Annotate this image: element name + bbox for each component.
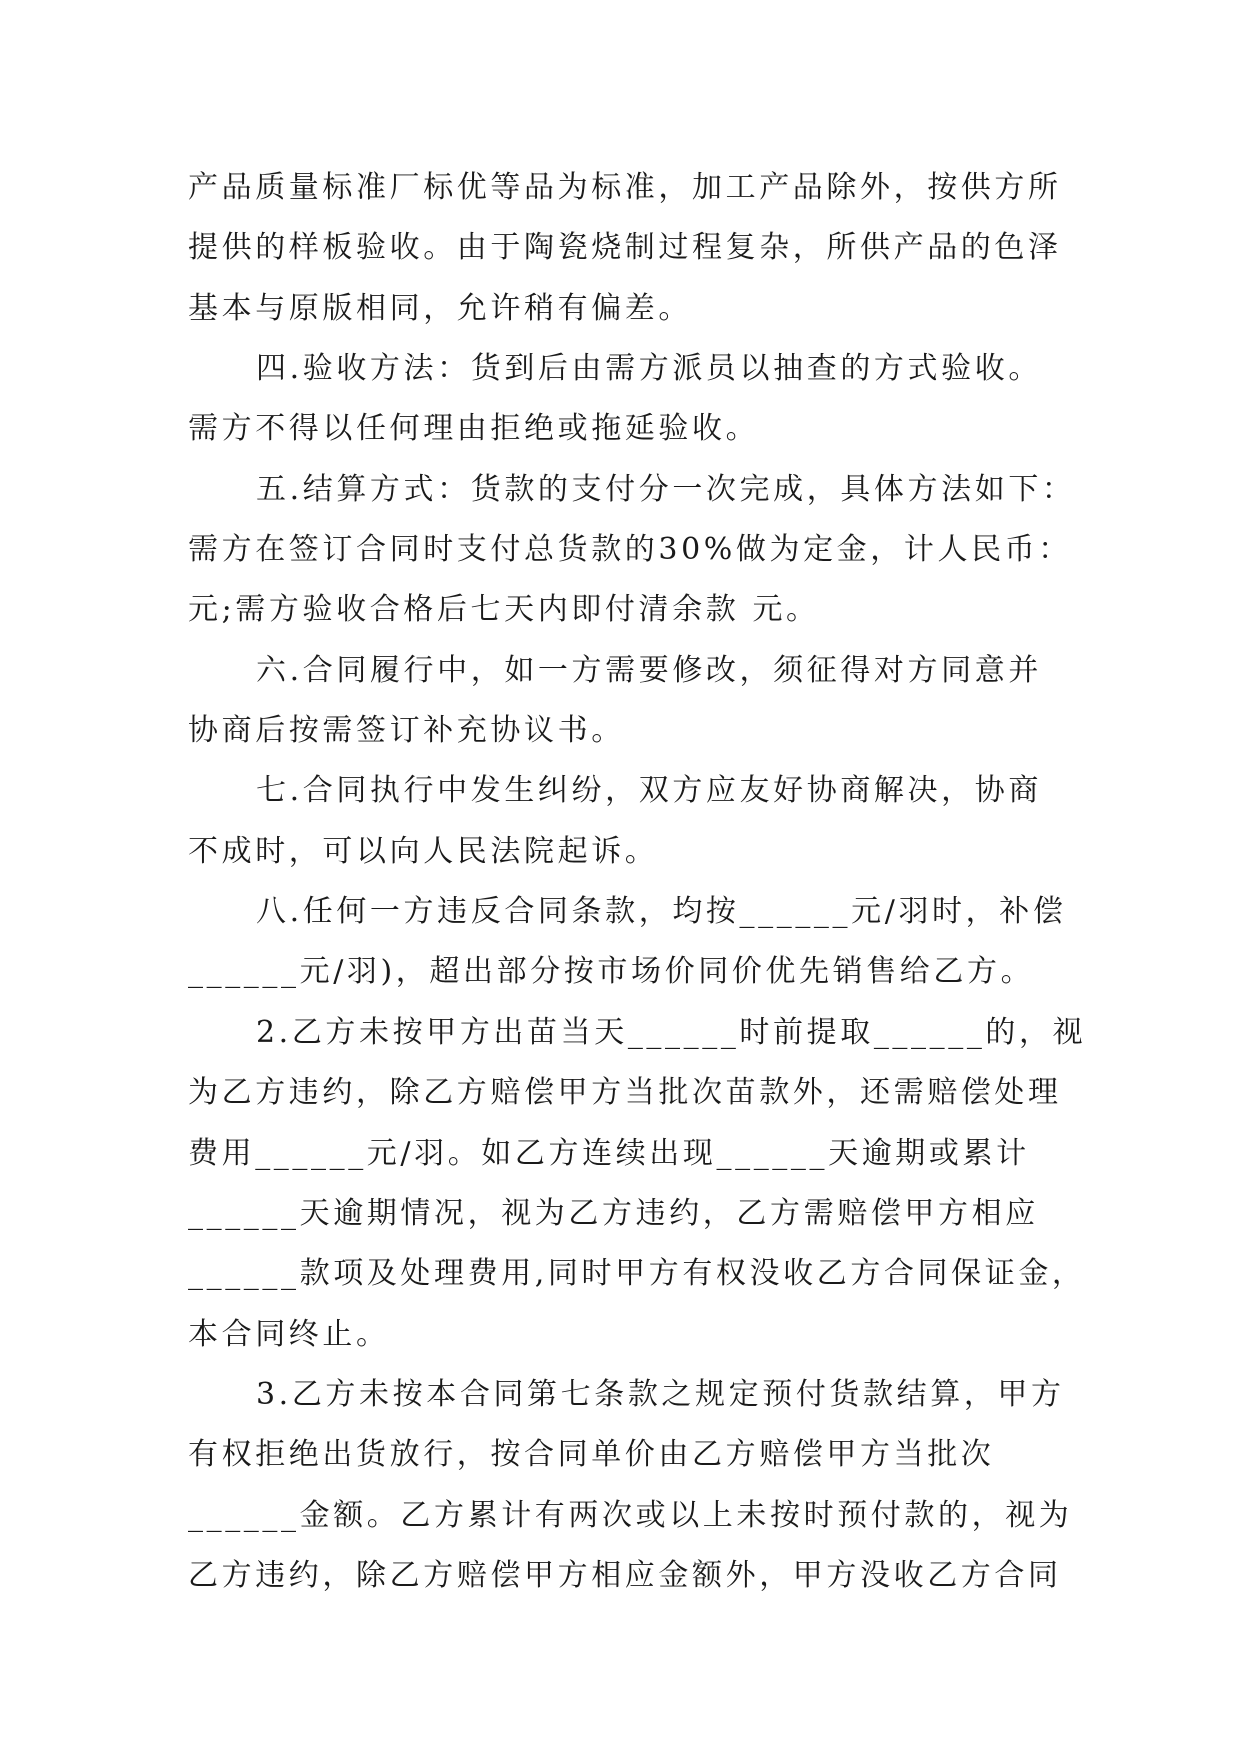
clause-6-line-2: 协商后按需签订补充协议书。 [188, 713, 625, 749]
clause-8-line-1: 八.任何一方违反合同条款，均按______元/羽时，补偿 [256, 894, 1067, 930]
item-2-line-5: ______款项及处理费用,同时甲方有权没收乙方合同保证金， [188, 1256, 1086, 1292]
contract-body [188, 158, 1087, 1606]
item-3-line-4: 乙方违约，除乙方赔偿甲方相应金额外，甲方没收乙方合同 [188, 1557, 1062, 1593]
item-2-line-4: ______天逾期情况，视为乙方违约，乙方需赔偿甲方相应 [188, 1195, 1039, 1231]
item-2-line-2: 为乙方违约，除乙方赔偿甲方当批次苗款外，还需赔偿处理 [188, 1075, 1062, 1111]
clause-5-line-3: 元;需方验收合格后七天内即付清余款 元。 [188, 592, 820, 628]
item-2-line-3: 费用______元/羽。如乙方连续出现______天逾期或累计 [188, 1135, 1030, 1171]
text-line-3: 基本与原版相同，允许稍有偏差。 [188, 290, 692, 326]
clause-4-line-1: 四.验收方法：货到后由需方派员以抽查的方式验收。 [256, 351, 1042, 387]
clause-8-line-2: ______元/羽)，超出部分按市场价同价优先销售给乙方。 [188, 954, 1035, 990]
clause-4-line-2: 需方不得以任何理由拒绝或拖延验收。 [188, 411, 760, 447]
clause-5-line-1: 五.结算方式：货款的支付分一次完成，具体方法如下： [256, 471, 1076, 507]
text-line-1: 产品质量标准厂标优等品为标准，加工产品除外，按供方所 [188, 170, 1062, 205]
clause-7-line-2: 不成时，可以向人民法院起诉。 [188, 833, 659, 869]
clause-7-line-1: 七.合同执行中发生纠纷，双方应友好协商解决，协商 [256, 773, 1042, 809]
item-3-line-1: 3.乙方未按本合同第七条款之规定预付货款结算，甲方 [256, 1376, 1065, 1412]
clause-5-line-2: 需方在签订合同时支付总货款的30%做为定金，计人民币： [188, 532, 1072, 568]
text-line-2: 提供的样板验收。由于陶瓷烧制过程复杂，所供产品的色泽 [188, 230, 1062, 266]
item-2-line-1: 2.乙方未按甲方出苗当天______时前提取______的，视 [256, 1014, 1087, 1050]
item-2-line-6: 本合同终止。 [188, 1316, 390, 1352]
clause-6-line-1: 六.合同履行中，如一方需要修改，须征得对方同意并 [256, 652, 1042, 688]
item-3-line-3: ______金额。乙方累计有两次或以上未按时预付款的，视为 [188, 1497, 1073, 1533]
item-3-line-2: 有权拒绝出货放行，按合同单价由乙方赔偿甲方当批次 [188, 1437, 995, 1473]
